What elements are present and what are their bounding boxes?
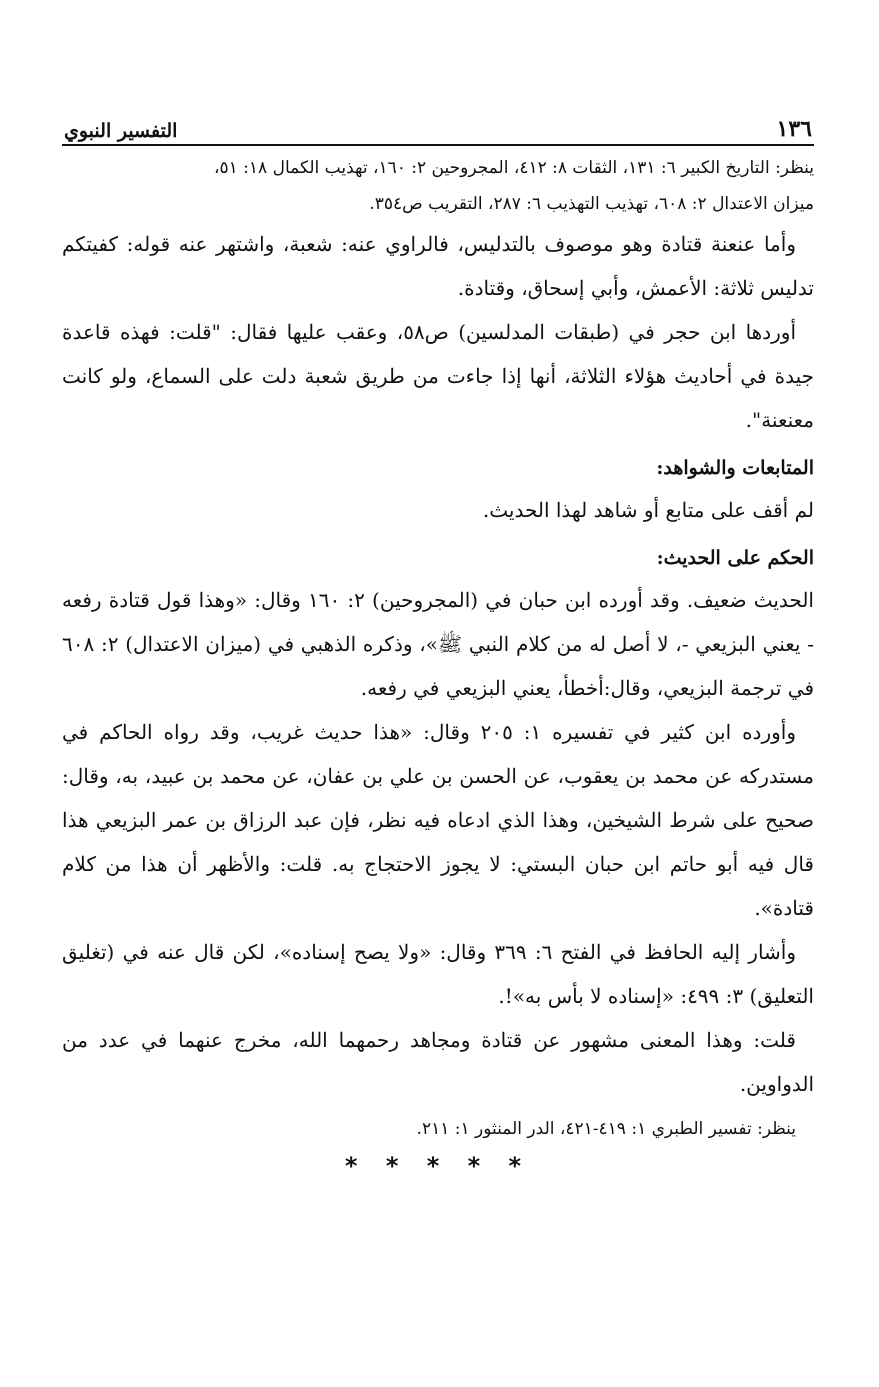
paragraph-ibn-hajar: أوردها ابن حجر في (طبقات المدلسين) ص٥٨، وعقب عليها فقال: "قلت: فهذه قاعدة جيدة في أحاديث هؤلاء الثلاثة، أنها إذا جاءت من طريق شعبة دلت على السماع، ولو كانت معنعنة". [62, 320, 814, 432]
footnote-line-1: ينظر: التاريخ الكبير ٦: ١٣١، الثقات ٨: ٤١٢، المجروحين ٢: ١٦٠، تهذيب الكمال ١٨: ٥١، [214, 158, 814, 178]
heading-hukm: الحكم على الحديث: [656, 547, 814, 569]
running-header [62, 108, 814, 146]
section-separator: * * * * * [344, 1152, 532, 1180]
page-number: ١٣٦ [776, 116, 812, 142]
paragraph-conclusion: قلت: وهذا المعنى مشهور عن قتادة ومجاهد رحمهما الله، مخرج عنهما في عدد من الدواوين. [62, 1028, 814, 1096]
heading-mutabaat: المتابعات والشواهد: [656, 457, 814, 479]
footnote-line-2: ميزان الاعتدال ٢: ٦٠٨، تهذيب التهذيب ٦: ٢٨٧، التقريب ص٣٥٤. [369, 194, 814, 214]
paragraph-fath: وأشار إليه الحافظ في الفتح ٦: ٣٦٩ وقال: «ولا يصح إسناده»، لكن قال عنه في (تغليق التعليق) ٣: ٤٩٩: «إسناده لا بأس به»!. [62, 940, 814, 1008]
paragraph-tadlis: وأما عنعنة قتادة وهو موصوف بالتدليس، فالراوي عنه: شعبة، واشتهر عنه قوله: كفيتكم تدليس ثلاثة: الأعمش، وأبي إسحاق، وقتادة. [62, 232, 814, 300]
paragraph-hukm: الحديث ضعيف. وقد أورده ابن حبان في (المجروحين) ٢: ١٦٠ وقال: «وهذا قول قتادة رفعه - يعني البزيعي -، لا أصل له من كلام النبي ﷺ»، وذكره الذهبي في (ميزان الاعتدال) ٢: ٦٠٨ في ترجمة البزيعي، وقال:أخطأ، يعني البزيعي في رفعه. [62, 588, 814, 700]
source-note: ينظر: تفسير الطبري ١: ٤١٩-٤٢١، الدر المنثور ١: ٢١١. [416, 1119, 796, 1139]
paragraph-no-mutaba: لم أقف على متابع أو شاهد لهذا الحديث. [482, 498, 814, 522]
book-title: التفسير النبوي [64, 120, 178, 142]
book-page [62, 108, 814, 1180]
paragraph-ibn-kathir: وأورده ابن كثير في تفسيره ١: ٢٠٥ وقال: «هذا حديث غريب، وقد رواه الحاكم في مستدركه عن محمد بن يعقوب، عن الحسن بن علي بن عفان، عن محمد بن عبيد، به، وقال: صحيح على شرط الشيخين، وهذا الذي ادعاه فيه نظر، فإن عبد الرزاق بن عمر البزيعي هذا قال فيه أبو حاتم ابن حبان البستي: لا يجوز الاحتجاج به. قلت: والأظهر أن هذا من كلام قتادة». [62, 720, 814, 920]
